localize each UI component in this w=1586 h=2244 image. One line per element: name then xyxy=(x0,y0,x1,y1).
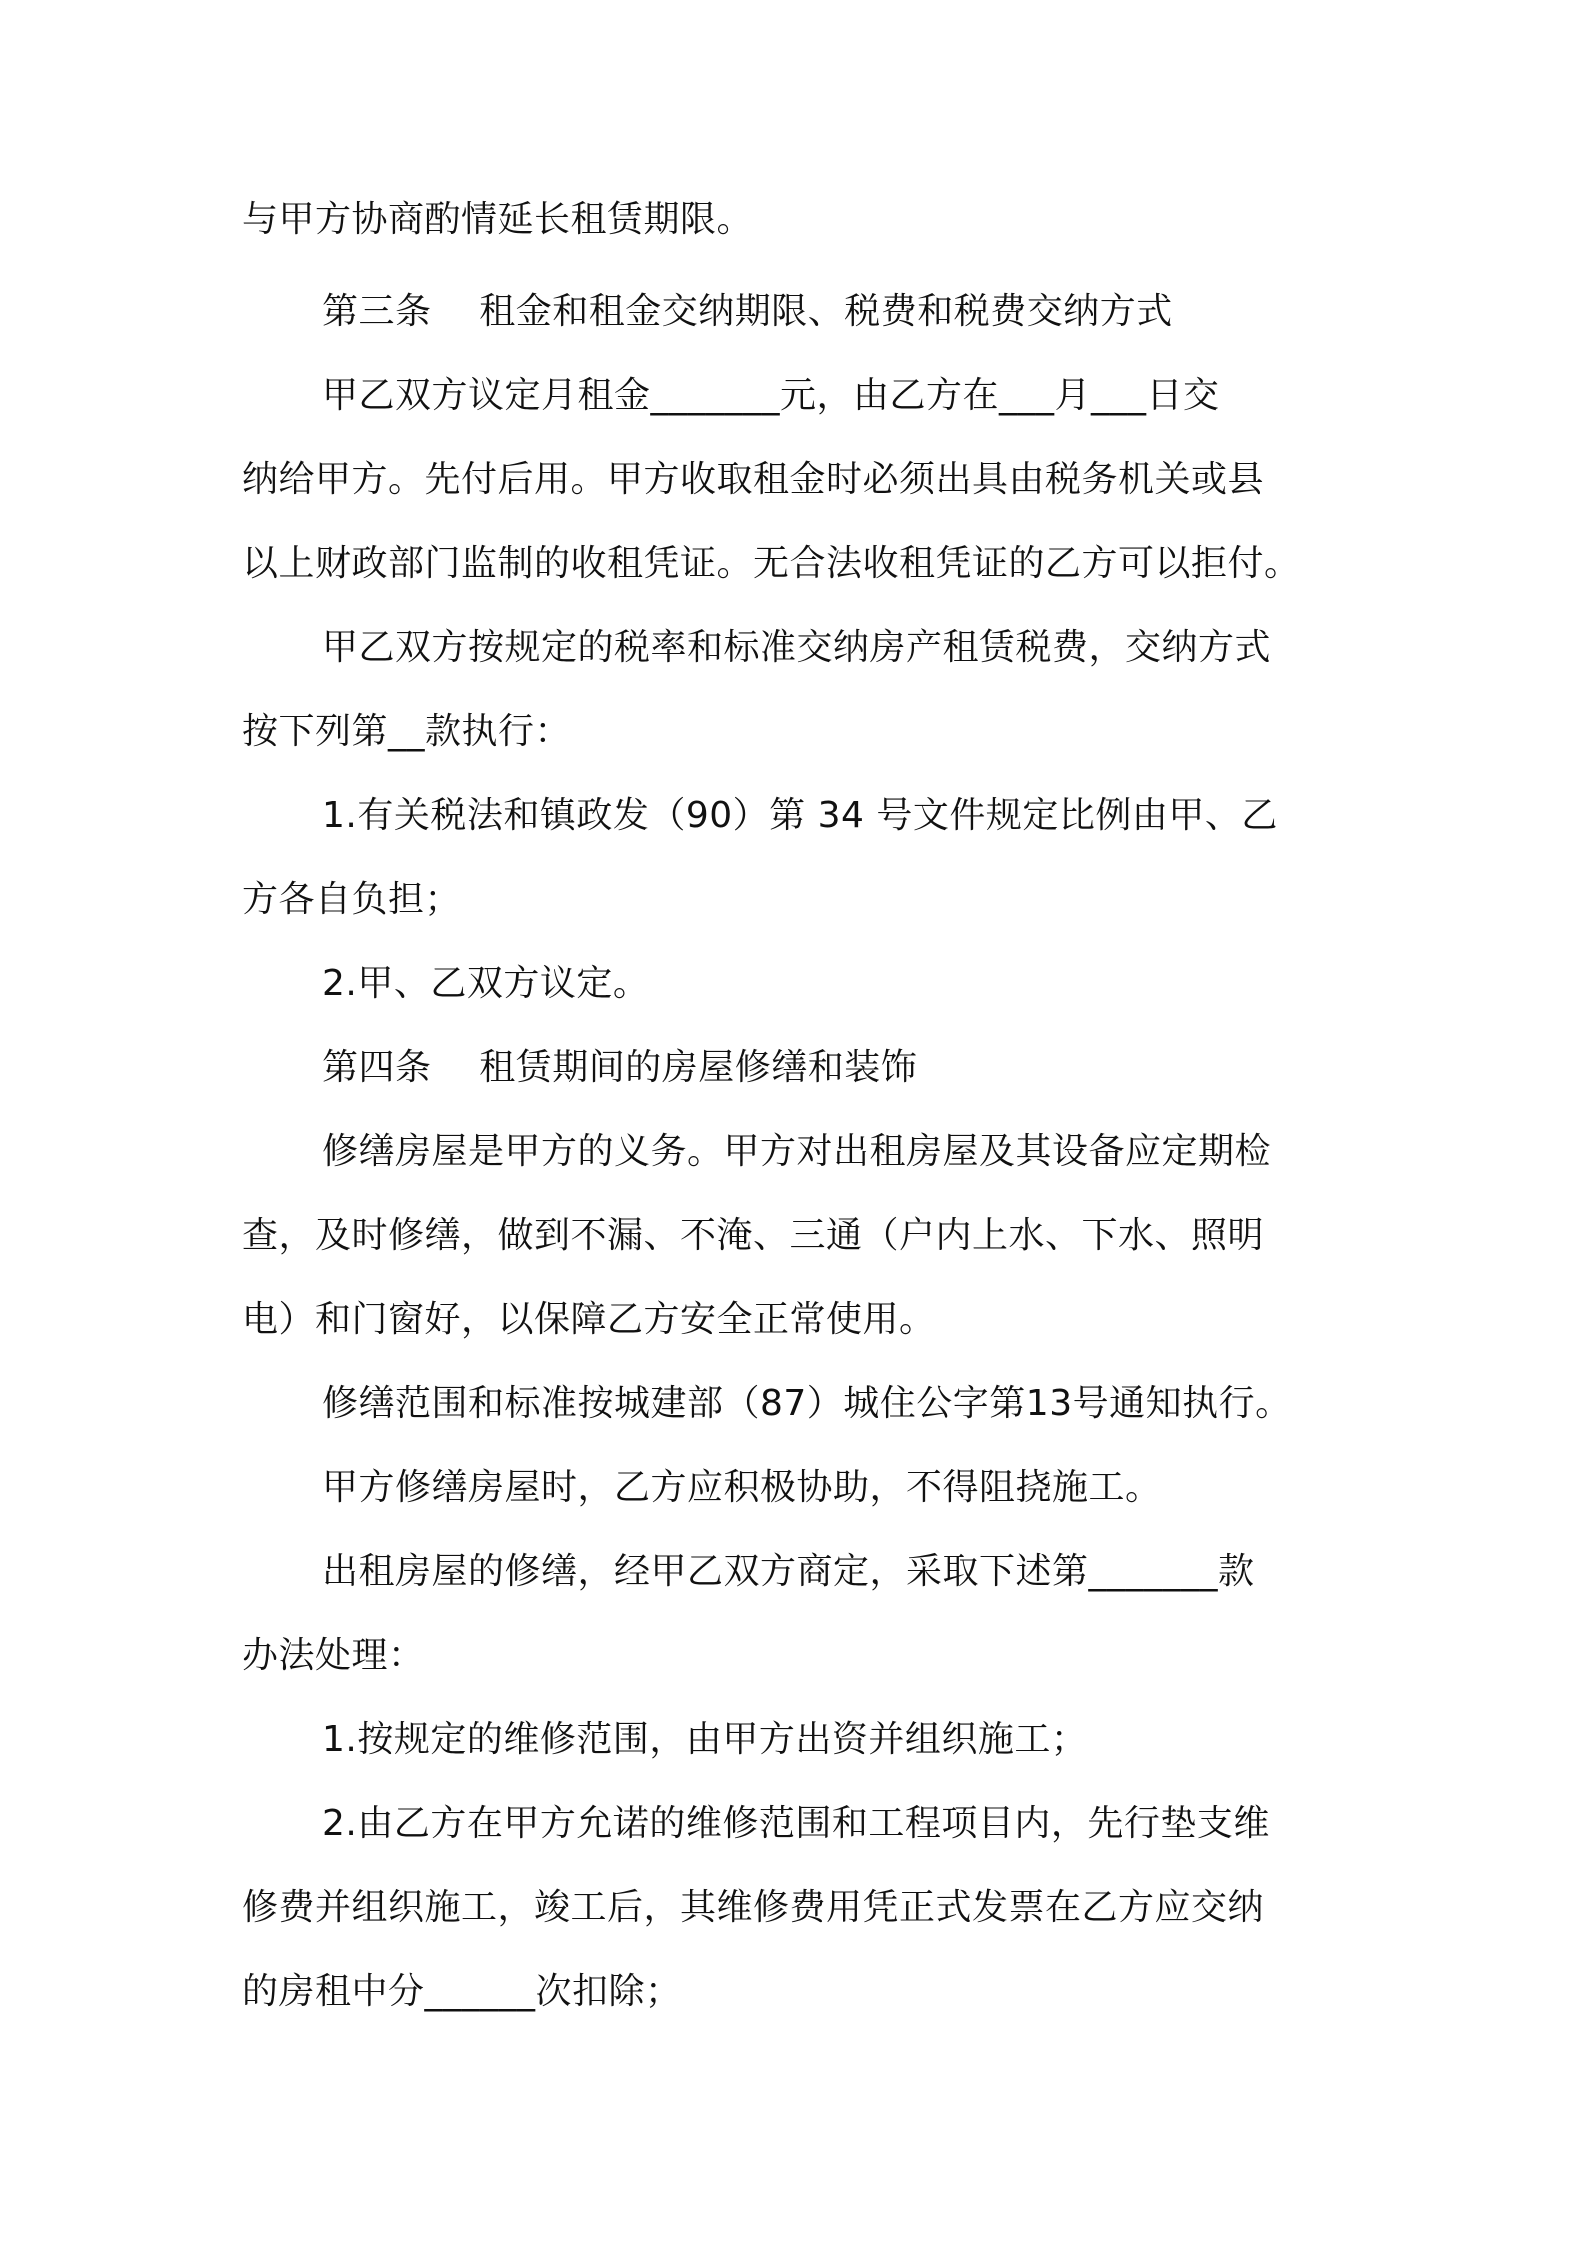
paragraph-line: 电）和门窗好，以保障乙方安全正常使用。 xyxy=(242,1299,936,1340)
paragraph-line: 方各自负担； xyxy=(242,879,462,920)
list-item: 2.甲、乙双方议定。 xyxy=(322,963,650,1004)
paragraph-line: 的房租中分______次扣除； xyxy=(242,1971,682,2012)
paragraph-line: 办法处理： xyxy=(242,1635,425,1676)
paragraph-line: 出租房屋的修缮，经甲乙双方商定，采取下述第_______款 xyxy=(322,1551,1255,1592)
paragraph-line: 修缮范围和标准按城建部（87）城住公字第13号通知执行。 xyxy=(322,1383,1292,1424)
paragraph-line: 甲乙双方议定月租金_______元，由乙方在___月___日交 xyxy=(322,375,1220,416)
paragraph-line: 与甲方协商酌情延长租赁期限。 xyxy=(242,199,754,240)
list-item: 2.由乙方在甲方允诺的维修范围和工程项目内，先行垫支维 xyxy=(322,1803,1270,1844)
paragraph-line: 查，及时修缮，做到不漏、不淹、三通（户内上水、下水、照明 xyxy=(242,1215,1265,1256)
list-item: 1.按规定的维修范围，由甲方出资并组织施工； xyxy=(322,1719,1088,1760)
paragraph-line: 按下列第__款执行： xyxy=(242,711,572,752)
paragraph-line: 修费并组织施工，竣工后，其维修费用凭正式发票在乙方应交纳 xyxy=(242,1887,1265,1928)
list-item: 1.有关税法和镇政发（90）第 34 号文件规定比例由甲、乙 xyxy=(322,795,1278,836)
article-heading: 第四条 租赁期间的房屋修缮和装饰 xyxy=(322,1047,918,1088)
paragraph-line: 修缮房屋是甲方的义务。甲方对出租房屋及其设备应定期检 xyxy=(322,1131,1272,1172)
article-heading: 第三条 租金和租金交纳期限、税费和税费交纳方式 xyxy=(322,291,1173,332)
paragraph-line: 甲乙双方按规定的税率和标准交纳房产租赁税费，交纳方式 xyxy=(322,627,1272,668)
paragraph-line: 纳给甲方。先付后用。甲方收取租金时必须出具由税务机关或县 xyxy=(242,459,1265,500)
paragraph-line: 甲方修缮房屋时，乙方应积极协助，不得阻挠施工。 xyxy=(322,1467,1162,1508)
paragraph-line: 以上财政部门监制的收租凭证。无合法收租凭证的乙方可以拒付。 xyxy=(242,543,1301,584)
